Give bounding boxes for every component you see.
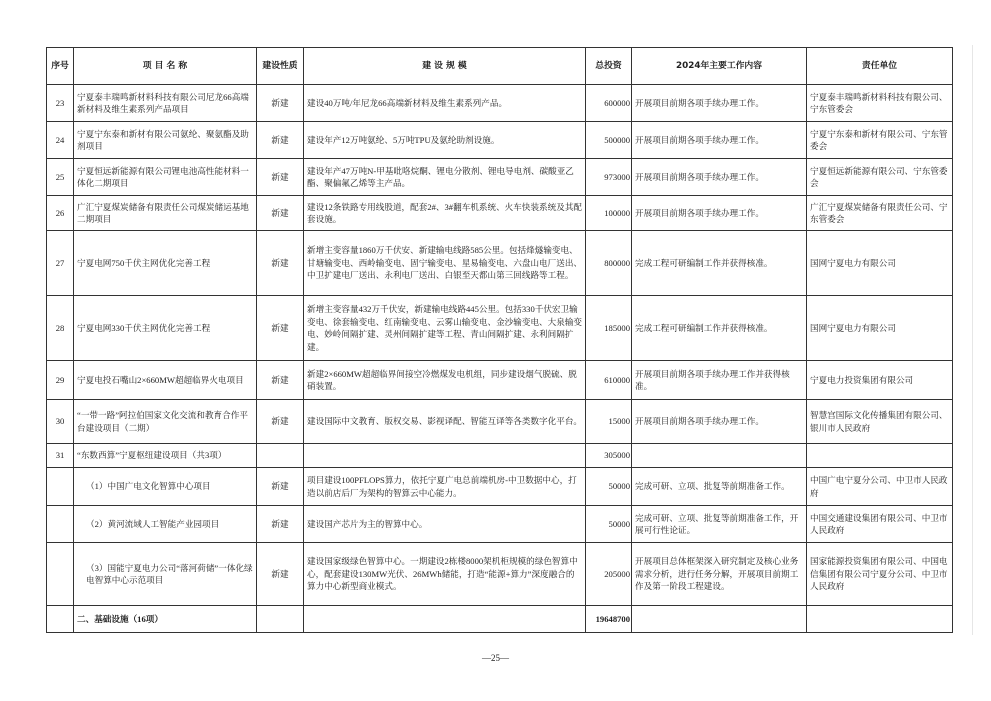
cell-name: 二、基础设施（16项） <box>74 606 257 633</box>
cell-name: （3）国能宁夏电力公司“落河荷储”一体化绿电智算中心示范项目 <box>74 543 257 606</box>
table-row <box>47 361 953 400</box>
cell-work: 完成可研、立项、批复等前期准备工作。 <box>632 468 807 506</box>
cell-investment: 500000 <box>586 122 632 159</box>
cell-type: 新建 <box>257 159 304 196</box>
cell-scale: 建设国际中文教育、版权交易、影视译配、智能互译等各类数字化平台。 <box>304 400 586 444</box>
header-investment: 总投资 <box>586 48 632 85</box>
cell-name: 宁夏恒远新能源有限公司锂电池高性能材料一体化二期项目 <box>74 159 257 196</box>
cell-investment: 19648700 <box>586 606 632 633</box>
table-row <box>47 122 953 159</box>
cell-unit <box>807 444 953 468</box>
cell-investment: 100000 <box>586 196 632 231</box>
cell-work: 完成工程可研编制工作并获得核准。 <box>632 296 807 361</box>
table-body <box>47 85 953 633</box>
cell-name: 宁夏电网330千伏主网优化完善工程 <box>74 296 257 361</box>
cell-investment: 305000 <box>586 444 632 468</box>
table-row <box>47 231 953 296</box>
cell-investment: 800000 <box>586 231 632 296</box>
cell-type: 新建 <box>257 506 304 543</box>
table-row <box>47 506 953 543</box>
cell-unit: 中国广电宁夏分公司、中卫市人民政府 <box>807 468 953 506</box>
cell-type: 新建 <box>257 196 304 231</box>
cell-name: “东数西算”宁夏枢纽建设项目（共3项） <box>74 444 257 468</box>
cell-work <box>632 444 807 468</box>
page-number: —25— <box>482 653 509 663</box>
cell-unit: 广汇宁夏煤炭储备有限责任公司、宁东管委会 <box>807 196 953 231</box>
cell-name: 宁夏电投石嘴山2×660MW超超临界火电项目 <box>74 361 257 400</box>
table-row <box>47 444 953 468</box>
cell-type: 新建 <box>257 85 304 122</box>
cell-scale: 新增主变容量432万千伏安，新建输电线路445公里。包括330千伏宏卫输变电、徐套输变电、红南输变电、云雾山输变电、金沙输变电、大泉输变电、妙岭间隔扩建、灵州间隔扩建等工程、青山间隔扩建、永利间隔扩建。 <box>304 296 586 361</box>
page-edge <box>972 45 973 635</box>
cell-unit: 宁夏宁东泰和新材有限公司、宁东管委会 <box>807 122 953 159</box>
cell-scale: 新建2×660MW超超临界间接空冷燃煤发电机组，同步建设烟气脱硫、脱硝装置。 <box>304 361 586 400</box>
table-header-row <box>47 48 953 85</box>
cell-no: 27 <box>47 231 74 296</box>
cell-no <box>47 468 74 506</box>
cell-name: 宁夏电网750千伏主网优化完善工程 <box>74 231 257 296</box>
cell-work: 开展项目总体框架深入研究制定及核心业务需求分析，进行任务分解，开展项目前期工作及第一阶段工程建设。 <box>632 543 807 606</box>
cell-investment: 205000 <box>586 543 632 606</box>
cell-work: 开展项目前期各项手续办理工作。 <box>632 85 807 122</box>
cell-name: 宁夏宁东泰和新材有限公司氨纶、聚氨酯及助剂项目 <box>74 122 257 159</box>
cell-scale: 建设国产芯片为主的智算中心。 <box>304 506 586 543</box>
cell-unit: 宁夏恒远新能源有限公司、宁东管委会 <box>807 159 953 196</box>
cell-type: 新建 <box>257 400 304 444</box>
header-type: 建设性质 <box>257 48 304 85</box>
cell-unit: 国网宁夏电力有限公司 <box>807 296 953 361</box>
cell-investment: 185000 <box>586 296 632 361</box>
table-row <box>47 85 953 122</box>
cell-unit: 智慧宫国际文化传播集团有限公司、银川市人民政府 <box>807 400 953 444</box>
cell-investment: 50000 <box>586 506 632 543</box>
cell-investment: 50000 <box>586 468 632 506</box>
cell-work: 开展项目前期各项手续办理工作并获得核准。 <box>632 361 807 400</box>
cell-no <box>47 606 74 633</box>
cell-unit: 国家能源投资集团有限公司、中国电信集团有限公司宁夏分公司、中卫市人民政府 <box>807 543 953 606</box>
cell-investment: 973000 <box>586 159 632 196</box>
cell-type: 新建 <box>257 361 304 400</box>
header-work: 2024年主要工作内容 <box>632 48 807 85</box>
cell-unit <box>807 606 953 633</box>
cell-scale: 建设国家级绿色智算中心。一期建设2栋楼8000架机柜规模的绿色智算中心，配套建设130MW光伏、26MWh储能，打造“能源+算力”深度融合的算力中心新型商业模式。 <box>304 543 586 606</box>
cell-type: 新建 <box>257 468 304 506</box>
cell-no: 28 <box>47 296 74 361</box>
cell-scale: 建设40万吨/年尼龙66高端新材料及维生素系列产品。 <box>304 85 586 122</box>
cell-no: 26 <box>47 196 74 231</box>
cell-no <box>47 506 74 543</box>
cell-scale <box>304 444 586 468</box>
header-no: 序号 <box>47 48 74 85</box>
header-name: 项 目 名 称 <box>74 48 257 85</box>
header-unit: 责任单位 <box>807 48 953 85</box>
cell-scale: 新增主变容量1860万千伏安、新建输电线路585公里。包括烽燧输变电、甘塘输变电、西岭输变电、固宁输变电、星易输变电、六盘山电厂送出、中卫扩建电厂送出、永利电厂送出、白银至天都山第三回线路等工程。 <box>304 231 586 296</box>
cell-no: 30 <box>47 400 74 444</box>
table-row <box>47 543 953 606</box>
cell-unit: 宁夏泰丰瑞鸣新材料科技有限公司、宁东管委会 <box>807 85 953 122</box>
cell-type <box>257 606 304 633</box>
cell-work: 开展项目前期各项手续办理工作。 <box>632 122 807 159</box>
cell-name: “一带一路”阿拉伯国家文化交流和教育合作平台建设项目（二期） <box>74 400 257 444</box>
cell-scale <box>304 606 586 633</box>
cell-type <box>257 444 304 468</box>
cell-work: 完成工程可研编制工作并获得核准。 <box>632 231 807 296</box>
cell-name: （2）黄河流域人工智能产业园项目 <box>74 506 257 543</box>
header-scale: 建 设 规 模 <box>304 48 586 85</box>
cell-name: （1）中国广电文化智算中心项目 <box>74 468 257 506</box>
cell-name: 宁夏泰丰瑞鸣新材料科技有限公司尼龙66高端新材料及维生素系列产品项目 <box>74 85 257 122</box>
cell-scale: 建设年产47万吨N-甲基吡咯烷酮、锂电分散剂、锂电导电剂、碳酸亚乙酯、聚偏氟乙烯等主产品。 <box>304 159 586 196</box>
cell-type: 新建 <box>257 296 304 361</box>
cell-type: 新建 <box>257 122 304 159</box>
table-row <box>47 400 953 444</box>
cell-work: 开展项目前期各项手续办理工作。 <box>632 196 807 231</box>
cell-no: 23 <box>47 85 74 122</box>
cell-no <box>47 543 74 606</box>
cell-work: 开展项目前期各项手续办理工作。 <box>632 400 807 444</box>
cell-type: 新建 <box>257 231 304 296</box>
table-row <box>47 606 953 633</box>
cell-work: 开展项目前期各项手续办理工作。 <box>632 159 807 196</box>
table-row <box>47 196 953 231</box>
cell-type: 新建 <box>257 543 304 606</box>
cell-scale: 建设12条铁路专用线股道，配套2#、3#翻车机系统、火车快装系统及其配套设施。 <box>304 196 586 231</box>
project-table <box>46 47 953 633</box>
cell-work: 完成可研、立项、批复等前期准备工作，开展可行性论证。 <box>632 506 807 543</box>
cell-scale: 建设年产12万吨氨纶、5万吨TPU及氨纶助剂设施。 <box>304 122 586 159</box>
cell-no: 29 <box>47 361 74 400</box>
cell-scale: 项目建设100PFLOPS算力，依托宁夏广电总前端机房-中卫数据中心，打造以前店后厂为架构的智算云中心能力。 <box>304 468 586 506</box>
cell-investment: 15000 <box>586 400 632 444</box>
cell-name: 广汇宁夏煤炭储备有限责任公司煤炭储运基地二期项目 <box>74 196 257 231</box>
table-row <box>47 159 953 196</box>
cell-investment: 600000 <box>586 85 632 122</box>
cell-no: 25 <box>47 159 74 196</box>
table-row <box>47 468 953 506</box>
cell-unit: 宁夏电力投资集团有限公司 <box>807 361 953 400</box>
cell-investment: 610000 <box>586 361 632 400</box>
cell-unit: 国网宁夏电力有限公司 <box>807 231 953 296</box>
cell-unit: 中国交通建设集团有限公司、中卫市人民政府 <box>807 506 953 543</box>
table-row <box>47 296 953 361</box>
cell-work <box>632 606 807 633</box>
cell-no: 24 <box>47 122 74 159</box>
cell-no: 31 <box>47 444 74 468</box>
